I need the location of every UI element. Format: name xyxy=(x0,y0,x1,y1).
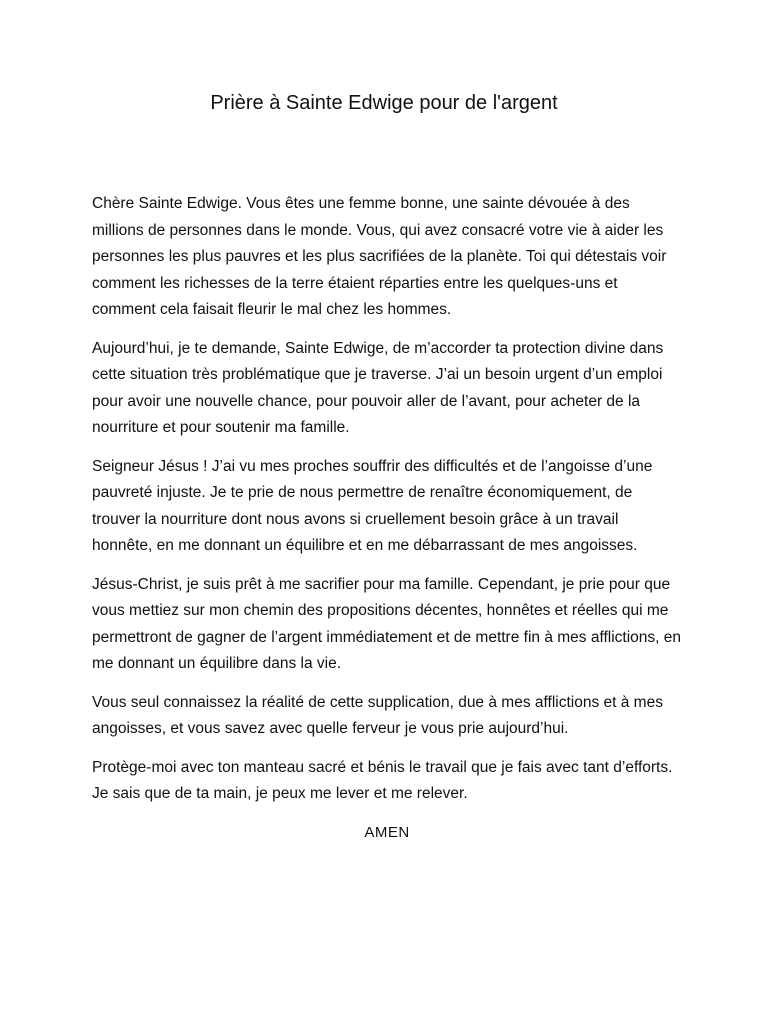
paragraph-2: Aujourd’hui, je te demande, Sainte Edwige, de m’accorder ta protection divine dans cette situation très problématique que je traverse. J’ai un besoin urgent d’un emploi pour avoir une nouvelle chance, pour pouvoir aller de l’avant, pour acheter de la nourriture et pour soutenir ma famille. xyxy=(92,339,664,436)
paragraph-5: Vous seul connaissez la réalité de cette supplication, due à mes afflictions et à mes angoisses, et vous savez avec quelle ferveur je vous prie aujourd’hui. xyxy=(92,693,663,737)
page-title: Prière à Sainte Edwige pour de l'argent xyxy=(210,92,558,114)
paragraph-6: Protège-moi avec ton manteau sacré et bénis le travail que je fais avec tant d’efforts. Je sais que de ta main, je peux me lever et me relever. xyxy=(92,758,673,802)
paragraph-3: Seigneur Jésus ! J’ai vu mes proches souffrir des difficultés et de l’angoisse d’une pauvreté injuste. Je te prie de nous permettre de renaître économiquement, de trouver la nourriture dont nous avons si cruellement besoin grâce à un travail honnête, en me donnant un équilibre et en me débarrassant de mes angoisses. xyxy=(92,457,653,554)
paragraph-1: Chère Sainte Edwige. Vous êtes une femme bonne, une sainte dévouée à des millions de personnes dans le monde. Vous, qui avez consacré votre vie à aider les personnes les plus pauvres et les plus sacrifiées de la planète. Toi qui détestais voir comment les richesses de la terre étaient réparties entre les quelques-uns et comment cela faisait fleurir le mal chez les hommes. xyxy=(92,195,667,318)
prayer-body xyxy=(92,191,682,846)
closing-amen: AMEN xyxy=(364,823,410,841)
paragraph-4: Jésus-Christ, je suis prêt à me sacrifier pour ma famille. Cependant, je prie pour que vous mettiez sur mon chemin des propositions décentes, honnêtes et réelles qui me permettront de gagner de l’argent immédiatement et de mettre fin à mes afflictions, en me donnant un équilibre dans la vie. xyxy=(92,575,682,672)
